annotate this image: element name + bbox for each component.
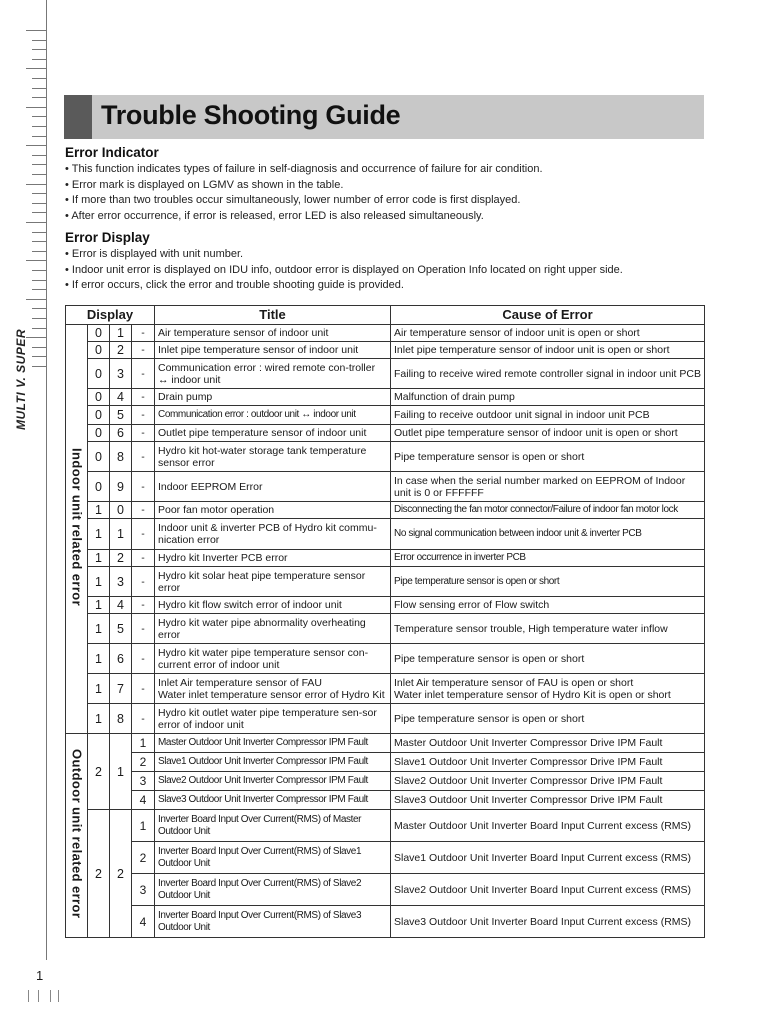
error-title: Communication error : outdoor unit ↔ indoor unit	[155, 406, 391, 425]
group-label-text: Outdoor unit related error	[69, 749, 85, 919]
error-cause: Flow sensing error of Flow switch	[391, 597, 705, 614]
list-item: • Error mark is displayed on LGMV as shown in the table.	[65, 178, 543, 194]
code-digit-1: 1	[88, 550, 110, 567]
error-cause: Temperature sensor trouble, High temperature water inflow	[391, 614, 705, 644]
error-title: Outlet pipe temperature sensor of indoor unit	[155, 425, 391, 442]
error-title: Indoor unit & inverter PCB of Hydro kit commu-nication error	[155, 519, 391, 550]
code-separator: -	[132, 359, 155, 389]
error-title: Hydro kit solar heat pipe temperature sensor error	[155, 567, 391, 597]
ruler-tick	[32, 328, 46, 329]
banner-accent	[64, 95, 92, 139]
code-digit-2: 6	[110, 425, 132, 442]
ruler-tick	[32, 280, 46, 281]
group-label-text: Indoor unit related error	[69, 448, 85, 607]
error-title: Poor fan motor operation	[155, 502, 391, 519]
list-item: • If more than two troubles occur simultaneously, lower number of error code is first displayed.	[65, 193, 543, 209]
error-title: Drain pump	[155, 389, 391, 406]
code-digit-2: 1	[110, 734, 132, 810]
error-cause: Failing to receive wired remote controller signal in indoor unit PCB	[391, 359, 705, 389]
error-cause: Air temperature sensor of indoor unit is open or short	[391, 325, 705, 342]
table-row	[66, 325, 705, 342]
code-sub-number: 4	[132, 906, 155, 938]
header-display: Display	[66, 306, 155, 325]
code-sub-number: 1	[132, 810, 155, 842]
list-item: • This function indicates types of failure in self-diagnosis and occurrence of failure for air condition.	[65, 162, 543, 178]
error-title: Hydro kit Inverter PCB error	[155, 550, 391, 567]
code-separator: -	[132, 674, 155, 704]
code-digit-1: 0	[88, 442, 110, 472]
table-row	[66, 425, 705, 442]
code-digit-1: 0	[88, 325, 110, 342]
title-banner	[64, 95, 704, 139]
error-display-list	[65, 247, 623, 294]
code-sub-number: 1	[132, 734, 155, 753]
error-title: Air temperature sensor of indoor unit	[155, 325, 391, 342]
code-sub-number: 2	[132, 753, 155, 772]
error-title: Slave3 Outdoor Unit Inverter Compressor IPM Fault	[155, 791, 391, 810]
ruler-tick	[32, 366, 46, 367]
ruler-tick	[26, 184, 46, 185]
error-cause: Master Outdoor Unit Inverter Board Input Current excess (RMS)	[391, 810, 705, 842]
error-cause: Pipe temperature sensor is open or short	[391, 442, 705, 472]
ruler-tick	[32, 155, 46, 156]
table-row	[66, 704, 705, 734]
error-title: Slave1 Outdoor Unit Inverter Compressor IPM Fault	[155, 753, 391, 772]
ruler-tick	[32, 193, 46, 194]
margin-ruler	[0, 0, 48, 1024]
code-digit-2: 1	[110, 519, 132, 550]
code-digit-1: 1	[88, 614, 110, 644]
ruler-tick	[32, 164, 46, 165]
ruler-tick	[32, 88, 46, 89]
code-sub-number: 3	[132, 874, 155, 906]
table-row	[66, 406, 705, 425]
code-separator: -	[132, 472, 155, 502]
ruler-line	[46, 0, 47, 960]
ruler-tick	[32, 59, 46, 60]
error-code-table	[65, 305, 705, 938]
error-title: Inverter Board Input Over Current(RMS) of Master Outdoor Unit	[155, 810, 391, 842]
ruler-tick	[32, 174, 46, 175]
list-item: • After error occurrence, if error is released, error LED is also released simultaneously.	[65, 209, 543, 225]
code-digit-1: 1	[88, 704, 110, 734]
error-cause: In case when the serial number marked on EEPROM of Indoor unit is 0 or FFFFFF	[391, 472, 705, 502]
ruler-tick	[26, 68, 46, 69]
ruler-tick	[32, 116, 46, 117]
code-digit-1: 0	[88, 359, 110, 389]
error-cause: Slave1 Outdoor Unit Inverter Board Input Current excess (RMS)	[391, 842, 705, 874]
error-title: Inlet Air temperature sensor of FAU Water inlet temperature sensor error of Hydro Kit	[155, 674, 391, 704]
table-row	[66, 614, 705, 644]
error-title: Hydro kit flow switch error of indoor unit	[155, 597, 391, 614]
code-digit-2: 9	[110, 472, 132, 502]
code-digit-2: 4	[110, 597, 132, 614]
ruler-tick	[32, 203, 46, 204]
table-row	[66, 842, 705, 874]
code-digit-2: 1	[110, 325, 132, 342]
code-digit-2: 5	[110, 614, 132, 644]
code-digit-2: 8	[110, 442, 132, 472]
code-separator: -	[132, 614, 155, 644]
error-title: Communication error : wired remote con-troller ↔ indoor unit	[155, 359, 391, 389]
ruler-tick	[32, 97, 46, 98]
table-row	[66, 359, 705, 389]
table-row	[66, 674, 705, 704]
code-digit-2: 3	[110, 359, 132, 389]
code-digit-1: 2	[88, 810, 110, 938]
code-sub-number: 2	[132, 842, 155, 874]
code-separator: -	[132, 406, 155, 425]
error-cause: Inlet pipe temperature sensor of indoor unit is open or short	[391, 342, 705, 359]
code-digit-2: 2	[110, 550, 132, 567]
table-row	[66, 567, 705, 597]
header-cause: Cause of Error	[391, 306, 705, 325]
error-title: Inverter Board Input Over Current(RMS) of Slave2 Outdoor Unit	[155, 874, 391, 906]
code-digit-1: 1	[88, 644, 110, 674]
error-title: Indoor EEPROM Error	[155, 472, 391, 502]
page-title: Trouble Shooting Guide	[101, 100, 401, 130]
ruler-tick	[32, 126, 46, 127]
code-digit-2: 8	[110, 704, 132, 734]
table-row	[66, 772, 705, 791]
ruler-tick	[32, 49, 46, 50]
code-separator: -	[132, 550, 155, 567]
error-title: Hydro kit water pipe temperature sensor con-current error of indoor unit	[155, 644, 391, 674]
code-digit-2: 2	[110, 810, 132, 938]
code-digit-2: 2	[110, 342, 132, 359]
error-title: Slave2 Outdoor Unit Inverter Compressor IPM Fault	[155, 772, 391, 791]
error-cause: Master Outdoor Unit Inverter Compressor Drive IPM Fault	[391, 734, 705, 753]
code-separator: -	[132, 502, 155, 519]
table-row	[66, 753, 705, 772]
code-digit-1: 1	[88, 567, 110, 597]
error-cause: Pipe temperature sensor is open or short	[391, 567, 705, 597]
code-separator: -	[132, 644, 155, 674]
error-display-heading: Error Display	[65, 230, 150, 245]
table-body	[66, 325, 705, 938]
error-title: Inverter Board Input Over Current(RMS) of Slave3 Outdoor Unit	[155, 906, 391, 938]
ruler-tick	[32, 136, 46, 137]
table-row	[66, 734, 705, 753]
ruler-tick	[32, 40, 46, 41]
table-row	[66, 810, 705, 842]
table-header-row	[66, 306, 705, 325]
error-cause: Malfunction of drain pump	[391, 389, 705, 406]
table-row	[66, 472, 705, 502]
error-indicator-heading: Error Indicator	[65, 145, 159, 160]
code-digit-2: 7	[110, 674, 132, 704]
ruler-tick	[32, 251, 46, 252]
code-digit-2: 3	[110, 567, 132, 597]
ruler-tick	[26, 222, 46, 223]
error-cause: No signal communication between indoor unit & inverter PCB	[391, 519, 705, 550]
code-digit-1: 0	[88, 472, 110, 502]
ruler-tick	[32, 241, 46, 242]
error-cause: Slave3 Outdoor Unit Inverter Board Input Current excess (RMS)	[391, 906, 705, 938]
error-cause: Inlet Air temperature sensor of FAU is open or short Water inlet temperature sensor of Hydro Kit is open or short	[391, 674, 705, 704]
code-separator: -	[132, 597, 155, 614]
code-separator: -	[132, 342, 155, 359]
code-digit-2: 4	[110, 389, 132, 406]
code-separator: -	[132, 704, 155, 734]
table-row	[66, 389, 705, 406]
code-digit-2: 0	[110, 502, 132, 519]
code-digit-1: 1	[88, 674, 110, 704]
ruler-tick	[26, 145, 46, 146]
code-digit-1: 0	[88, 342, 110, 359]
table-row	[66, 550, 705, 567]
table-row	[66, 644, 705, 674]
error-cause: Pipe temperature sensor is open or short	[391, 704, 705, 734]
code-digit-2: 5	[110, 406, 132, 425]
code-separator: -	[132, 519, 155, 550]
ruler-tick	[32, 356, 46, 357]
ruler-tick	[26, 30, 46, 31]
error-title: Master Outdoor Unit Inverter Compressor IPM Fault	[155, 734, 391, 753]
error-cause: Failing to receive outdoor unit signal in indoor unit PCB	[391, 406, 705, 425]
table-row	[66, 502, 705, 519]
code-separator: -	[132, 442, 155, 472]
ruler-tick	[26, 337, 46, 338]
table-row	[66, 519, 705, 550]
table-row	[66, 342, 705, 359]
ruler-tick	[26, 260, 46, 261]
code-separator: -	[132, 325, 155, 342]
error-title: Inlet pipe temperature sensor of indoor unit	[155, 342, 391, 359]
ruler-tick	[32, 232, 46, 233]
error-cause: Pipe temperature sensor is open or short	[391, 644, 705, 674]
error-cause: Slave2 Outdoor Unit Inverter Board Input Current excess (RMS)	[391, 874, 705, 906]
error-cause: Slave1 Outdoor Unit Inverter Compressor Drive IPM Fault	[391, 753, 705, 772]
ruler-tick	[32, 270, 46, 271]
outdoor-group-label	[66, 734, 88, 938]
error-cause: Outlet pipe temperature sensor of indoor unit is open or short	[391, 425, 705, 442]
code-digit-1: 2	[88, 734, 110, 810]
code-digit-1: 0	[88, 406, 110, 425]
code-digit-1: 0	[88, 389, 110, 406]
error-indicator-list	[65, 162, 543, 224]
ruler-tick	[26, 299, 46, 300]
code-digit-1: 1	[88, 502, 110, 519]
list-item: • Error is displayed with unit number.	[65, 247, 623, 263]
code-sub-number: 4	[132, 791, 155, 810]
ruler-tick	[32, 78, 46, 79]
code-digit-1: 1	[88, 597, 110, 614]
code-separator: -	[132, 389, 155, 406]
list-item: • If error occurs, click the error and trouble shooting guide is provided.	[65, 278, 623, 294]
code-separator: -	[132, 425, 155, 442]
page-number: 1	[36, 968, 44, 983]
error-title: Hydro kit outlet water pipe temperature sen-sor error of indoor unit	[155, 704, 391, 734]
error-title: Hydro kit water pipe abnormality overheating error	[155, 614, 391, 644]
ruler-tick	[32, 347, 46, 348]
brand-logo: MULTI V. SUPER	[14, 328, 28, 430]
ruler-tick	[32, 212, 46, 213]
table-row	[66, 442, 705, 472]
code-digit-1: 0	[88, 425, 110, 442]
table-row	[66, 597, 705, 614]
ruler-tick	[26, 107, 46, 108]
ruler-tick	[32, 308, 46, 309]
footer-marks	[28, 990, 68, 1004]
error-cause: Error occurrence in inverter PCB	[391, 550, 705, 567]
error-cause: Slave2 Outdoor Unit Inverter Compressor Drive IPM Fault	[391, 772, 705, 791]
indoor-group-label	[66, 325, 88, 734]
error-cause: Slave3 Outdoor Unit Inverter Compressor Drive IPM Fault	[391, 791, 705, 810]
ruler-tick	[32, 318, 46, 319]
header-title: Title	[155, 306, 391, 325]
error-title: Hydro kit hot-water storage tank temperature sensor error	[155, 442, 391, 472]
table-row	[66, 791, 705, 810]
table-row	[66, 874, 705, 906]
code-digit-2: 6	[110, 644, 132, 674]
error-cause: Disconnecting the fan motor connector/Failure of indoor fan motor lock	[391, 502, 705, 519]
list-item: • Indoor unit error is displayed on IDU info, outdoor error is displayed on Operation Info located on right upper side.	[65, 263, 623, 279]
ruler-tick	[32, 289, 46, 290]
code-separator: -	[132, 567, 155, 597]
code-digit-1: 1	[88, 519, 110, 550]
code-sub-number: 3	[132, 772, 155, 791]
error-title: Inverter Board Input Over Current(RMS) of Slave1 Outdoor Unit	[155, 842, 391, 874]
table-row	[66, 906, 705, 938]
